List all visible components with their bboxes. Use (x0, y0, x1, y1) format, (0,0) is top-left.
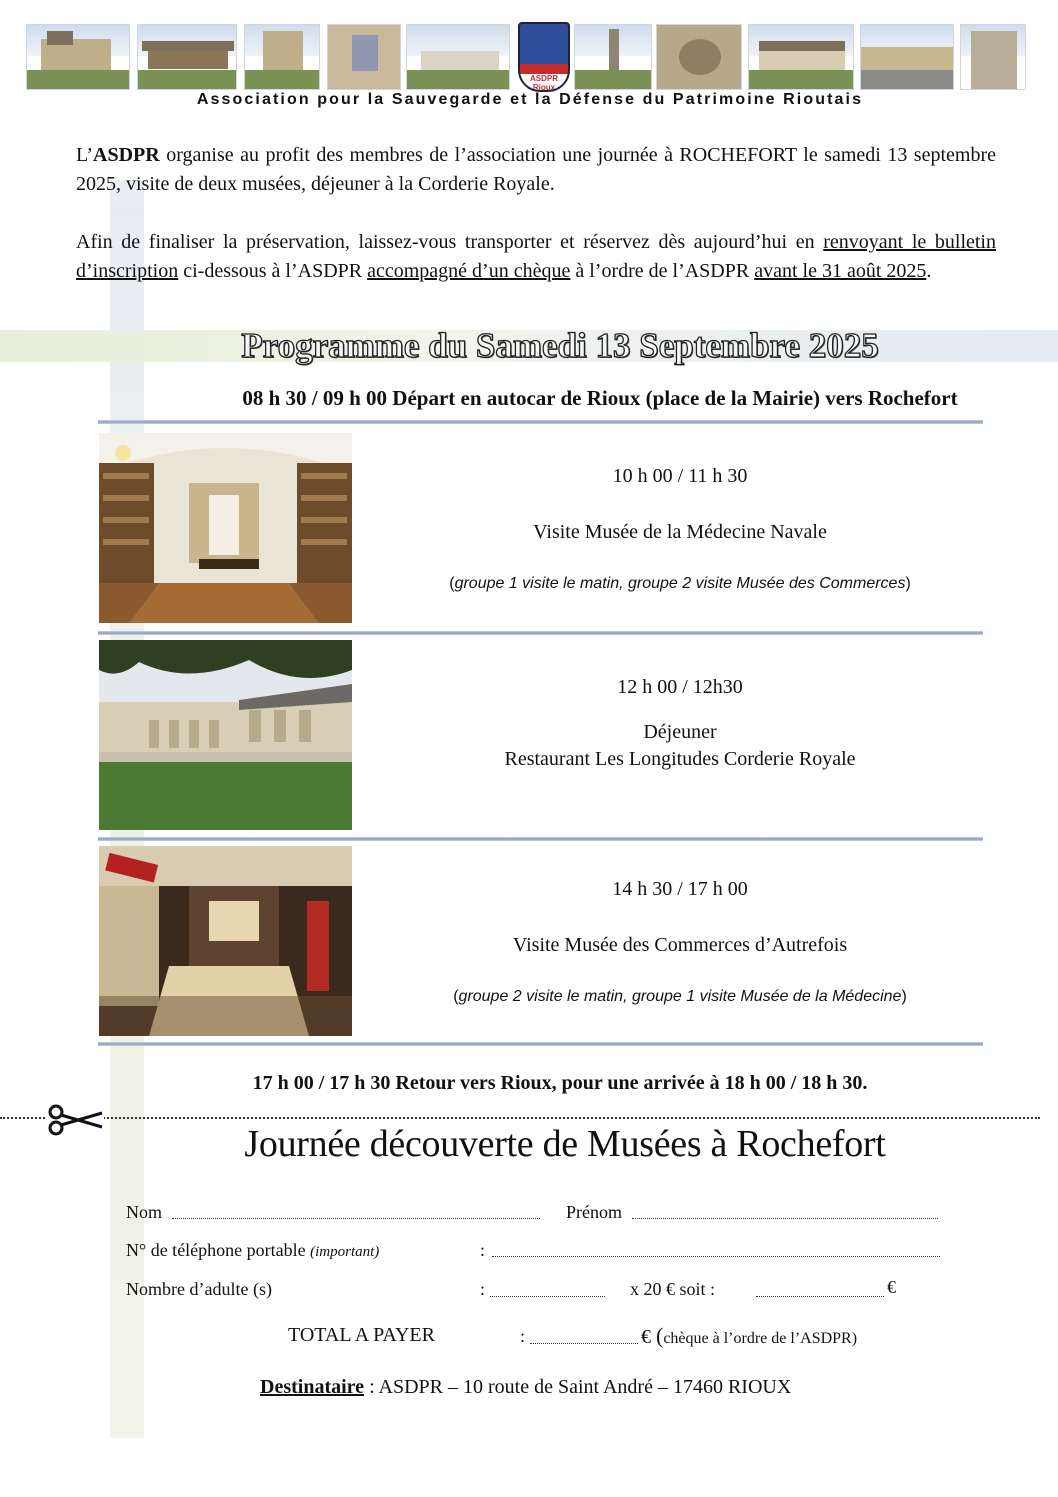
note-italic: groupe 1 visite le matin, groupe 2 visite Musée des Commerces (454, 575, 906, 592)
programme-block-1 (380, 465, 980, 593)
programme-block-2 (380, 676, 980, 771)
association-title: Association pour la Sauvegarde et la Défense du Patrimoine Rioutais (196, 91, 864, 108)
note-open: ( (449, 575, 455, 592)
header-photo-rempart (860, 24, 954, 90)
label-phone (126, 1240, 379, 1261)
block-2-restaurant: Restaurant Les Longitudes Corderie Royale (504, 748, 856, 770)
brand-name: ASDPR (93, 144, 160, 166)
separator (98, 1042, 983, 1046)
header-photo-eglise (244, 24, 320, 90)
note-open: ( (453, 988, 459, 1005)
return-line: 17 h 00 / 17 h 30 Retour vers Rioux, pour une arrivée à 18 h 00 / 18 h 30. (252, 1072, 868, 1094)
cheque-note: chèque à l’ordre de l’ASDPR) (663, 1330, 858, 1347)
intro-paragraph-1 (76, 141, 996, 199)
intro-text: organise au profit des membres de l’association une journée à ROCHEFORT le samedi 13 septembre 2025, visite de deux musées, déjeuner à la Corderie Royale. (76, 144, 996, 195)
intro2-end: . (926, 260, 932, 282)
header-photo-monument (574, 24, 652, 90)
programme-block-3 (380, 878, 980, 1006)
underlined-bulletin: renvoyant le bulletin d’inscription (76, 231, 996, 282)
block-1-note (380, 575, 980, 593)
asdpr-crest-icon: ASDPR Rioux (518, 22, 570, 92)
underlined-deadline: avant le 31 août 2025 (754, 260, 927, 282)
header-photo-halle (137, 24, 237, 90)
photo-corderie-royale (99, 640, 352, 830)
block-1-title: Visite Musée de la Médecine Navale (533, 521, 827, 543)
intro2-start: Afin de finaliser la préservation, laissez-vous transporter et réservez dès aujourd’hui en (76, 231, 824, 253)
intro-paragraph-2 (76, 228, 996, 286)
intro2-mid2: à l’ordre de l’ASDPR (570, 260, 755, 282)
block-3-title: Visite Musée des Commerces d’Autrefois (512, 934, 848, 956)
header-photo-sculpture (656, 24, 742, 90)
cut-line (0, 1117, 1040, 1119)
total-note (641, 1323, 857, 1349)
underlined-cheque: accompagné d’un chèque (367, 260, 571, 282)
colon: : (480, 1279, 486, 1299)
euro-sign: € (641, 1326, 651, 1348)
header-photo-tour (960, 24, 1026, 90)
colon: : (480, 1240, 486, 1260)
label-nom: Nom (126, 1202, 162, 1222)
separator (98, 631, 983, 635)
separator (98, 420, 983, 424)
field-adults[interactable] (490, 1296, 605, 1297)
field-prenom[interactable] (632, 1218, 938, 1219)
label-total: TOTAL A PAYER (288, 1324, 435, 1346)
programme-title: Programme du Samedi 13 Septembre 2025 (241, 326, 879, 365)
field-subtotal[interactable] (756, 1296, 884, 1297)
block-1-time: 10 h 00 / 11 h 30 (612, 465, 748, 487)
label-adults: Nombre d’adulte (s) (126, 1279, 272, 1299)
block-3-note (380, 988, 980, 1006)
form-title: Journée découverte de Musées à Rochefort (244, 1123, 886, 1165)
block-2-title: Déjeuner (643, 721, 717, 743)
recipient-address: : ASDPR – 10 route de Saint André – 17460 RIOUX (364, 1376, 792, 1398)
intro-prefix: L’ (76, 144, 94, 166)
euro-sign: € (887, 1277, 896, 1297)
photo-musee-commerces (99, 846, 352, 1036)
separator (98, 837, 983, 841)
block-2-time: 12 h 00 / 12h30 (617, 676, 743, 698)
note-close: ) (905, 575, 911, 592)
label-price: x 20 € soit : (630, 1279, 716, 1299)
departure-line: 08 h 30 / 09 h 00 Départ en autocar de Rioux (place de la Mairie) vers Rochefort (242, 386, 958, 410)
colon: : (520, 1326, 526, 1346)
recipient-line (260, 1376, 791, 1399)
header-photo-chateau (26, 24, 130, 90)
photo-medecine-navale (99, 433, 352, 623)
block-3-time: 14 h 30 / 17 h 00 (612, 878, 748, 900)
field-total[interactable] (530, 1343, 638, 1344)
note-italic: groupe 2 visite le matin, groupe 1 visite Musée de la Médecine (458, 988, 902, 1005)
header-photo-facade (327, 24, 401, 90)
header-photo-manoir (748, 24, 854, 90)
field-phone[interactable] (492, 1256, 940, 1257)
label-prenom: Prénom (566, 1202, 622, 1222)
phone-hint: (important) (310, 1244, 380, 1260)
intro2-mid: ci-dessous à l’ASDPR (178, 260, 368, 282)
phone-label-text: N° de téléphone portable (126, 1240, 311, 1260)
paren: ( (656, 1323, 664, 1348)
note-close: ) (901, 988, 907, 1005)
recipient-label: Destinataire (260, 1376, 365, 1398)
header-photo-mairie (406, 24, 510, 90)
field-nom[interactable] (172, 1218, 540, 1219)
